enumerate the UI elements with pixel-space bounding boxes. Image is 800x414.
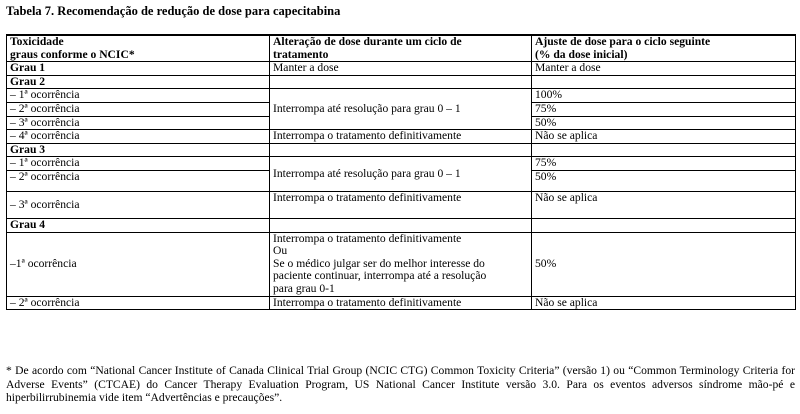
header-toxicity-line1: Toxicidade bbox=[10, 35, 64, 48]
grade-2-change-4: Interrompa o tratamento definitivamente bbox=[270, 130, 532, 144]
table-row bbox=[7, 75, 796, 89]
grade-4-occurrence-1: –1ª ocorrência bbox=[7, 232, 270, 296]
grade-2-occurrence-1: – 1ª ocorrência bbox=[7, 89, 270, 103]
grade-1-change: Manter a dose bbox=[270, 62, 532, 76]
grade-4-change-1-line2: Ou bbox=[273, 244, 288, 258]
header-toxicity bbox=[7, 35, 270, 62]
table-row bbox=[7, 218, 796, 232]
table-header-row bbox=[7, 35, 796, 62]
table-row bbox=[7, 143, 796, 157]
header-dose-change-line2: tratamento bbox=[273, 47, 329, 61]
grade-2-occurrence-3: – 3ª ocorrência bbox=[7, 116, 270, 130]
header-dose-adjust-line1: Ajuste de dose para o ciclo seguinte bbox=[535, 35, 711, 48]
grade-4-change-1-line5: para grau 0-1 bbox=[273, 281, 335, 295]
table-row bbox=[7, 89, 796, 103]
table-row bbox=[7, 296, 796, 310]
grade-3-occurrence-3: – 3ª ocorrência bbox=[7, 191, 270, 218]
grade-3-occurrence-2: – 2ª ocorrência bbox=[7, 170, 270, 191]
grade-3-adjust-1: 75% bbox=[532, 157, 796, 171]
grade-4-change-2: Interrompa o tratamento definitivamente bbox=[270, 296, 532, 310]
grade-3-label: Grau 3 bbox=[7, 143, 270, 157]
grade-4-occurrence-2: – 2ª ocorrência bbox=[7, 296, 270, 310]
grade-1-label: Grau 1 bbox=[7, 62, 270, 76]
dose-reduction-table bbox=[6, 34, 796, 310]
header-dose-change-line1: Alteração de dose durante um ciclo de bbox=[273, 35, 462, 48]
grade-4-change-1-line3: Se o médico julgar ser do melhor interesse do bbox=[273, 256, 485, 270]
grade-2-adjust-1: 100% bbox=[532, 89, 796, 103]
grade-2-adjust-3: 50% bbox=[532, 116, 796, 130]
grade-4-change-1-line1: Interrompa o tratamento definitivamente bbox=[273, 231, 462, 245]
grade-2-occurrence-2: – 2ª ocorrência bbox=[7, 102, 270, 116]
table-footnote: * De acordo com “National Cancer Institute of Canada Clinical Trial Group (NCIC CTG) Common Toxicity Criteria” (versão 1) ou “Common Terminology Criteria for Adverse Events” (CTCAE) do Cancer Therapy Evaluation Program, US National Cancer Institute versão 3.0. Para os eventos adversos síndrome mão-pé e hiperbilirrubinemia vide item “Advertências e precauções”. bbox=[6, 364, 795, 405]
table-row bbox=[7, 191, 796, 218]
header-dose-adjust-line2: (% da dose inicial) bbox=[535, 47, 628, 61]
grade-1-adjust: Manter a dose bbox=[532, 62, 796, 76]
grade-4-change-1-line4: paciente continuar, interrompa até a resolução bbox=[273, 269, 487, 283]
grade-3-change-3: Interrompa o tratamento definitivamente bbox=[270, 191, 532, 218]
grade-2-change-1-3: Interrompa até resolução para grau 0 – 1 bbox=[270, 89, 532, 130]
header-toxicity-line2: graus conforme o NCIC* bbox=[10, 47, 135, 61]
table-caption: Tabela 7. Recomendação de redução de dose para capecitabina bbox=[6, 4, 341, 18]
grade-3-occurrence-1: – 1ª ocorrência bbox=[7, 157, 270, 171]
grade-2-occurrence-4: – 4ª ocorrência bbox=[7, 130, 270, 144]
grade-4-adjust-2: Não se aplica bbox=[532, 296, 796, 310]
grade-4-change-1 bbox=[270, 232, 532, 296]
header-dose-change bbox=[270, 35, 532, 62]
header-dose-adjust bbox=[532, 35, 796, 62]
grade-2-adjust-2: 75% bbox=[532, 102, 796, 116]
grade-3-adjust-2: 50% bbox=[532, 170, 796, 191]
table-row bbox=[7, 157, 796, 171]
grade-4-adjust-1: 50% bbox=[532, 232, 796, 296]
grade-3-change-1-2: Interrompa até resolução para grau 0 – 1 bbox=[270, 157, 532, 192]
grade-4-label: Grau 4 bbox=[7, 218, 270, 232]
grade-2-label: Grau 2 bbox=[7, 75, 270, 89]
grade-2-adjust-4: Não se aplica bbox=[532, 130, 796, 144]
table-row bbox=[7, 130, 796, 144]
table-row bbox=[7, 62, 796, 76]
table-row bbox=[7, 232, 796, 296]
grade-3-adjust-3: Não se aplica bbox=[532, 191, 796, 218]
